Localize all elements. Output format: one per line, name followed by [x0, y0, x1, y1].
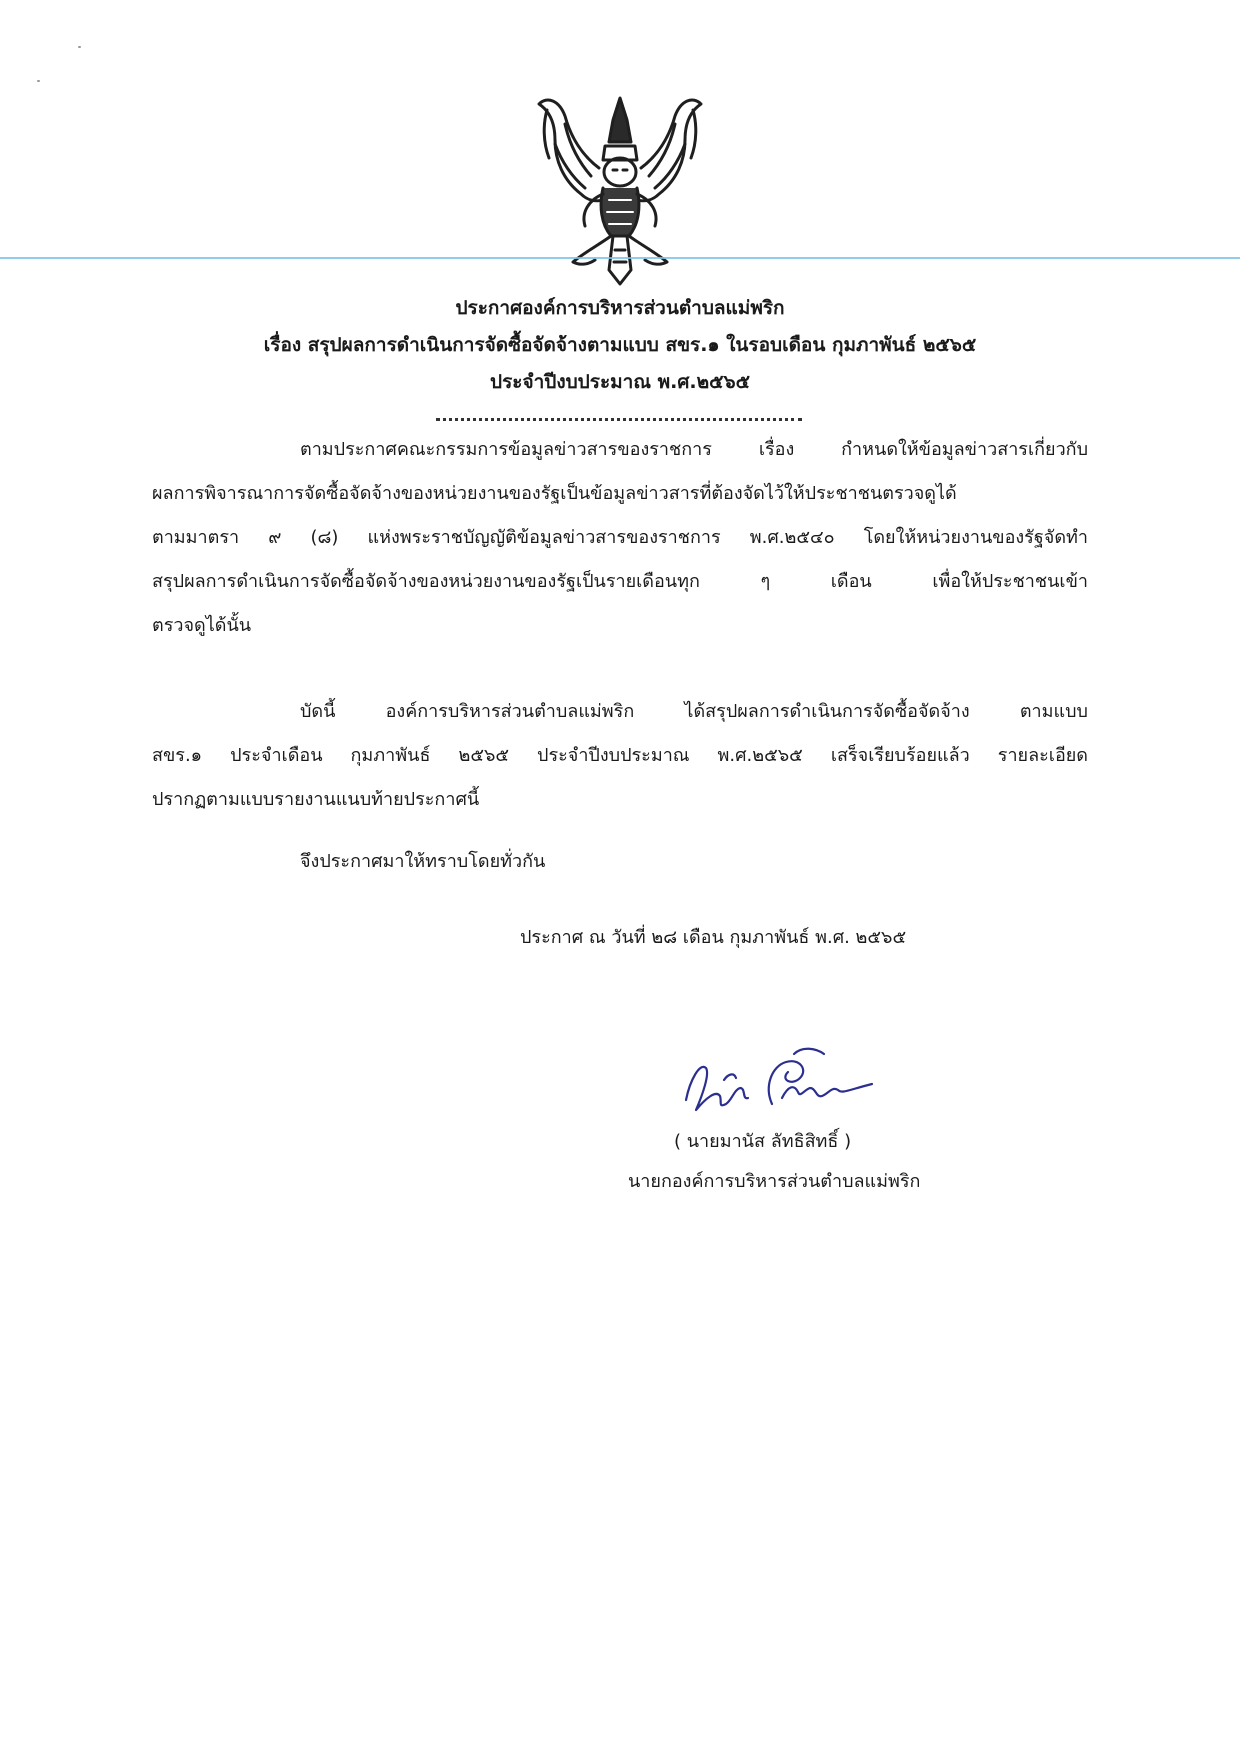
paragraph-line: บัดนี้ องค์การบริหารส่วนตำบลแม่พริก ได้สรุปผลการดำเนินการจัดซื้อจัดจ้าง ตามแบบ: [300, 701, 1088, 722]
announcement-fiscal-year: ประจำปีงบประมาณ พ.ศ.๒๕๖๕: [490, 371, 750, 393]
announcement-date: ประกาศ ณ วันที่ ๒๘ เดือน กุมภาพันธ์ พ.ศ. ๒๕๖๕: [520, 927, 907, 948]
paragraph-line: ตรวจดูได้นั้น: [152, 615, 252, 636]
paragraph-line: สขร.๑ ประจำเดือน กุมภาพันธ์ ๒๕๖๕ ประจำปีงบประมาณ พ.ศ.๒๕๖๕ เสร็จเรียบร้อยแล้ว รายละเอียด: [152, 745, 1088, 766]
scan-guide-line: [0, 257, 1240, 259]
closing-statement: จึงประกาศมาให้ทราบโดยทั่วกัน: [300, 851, 546, 872]
paragraph-line: ปรากฏตามแบบรายงานแนบท้ายประกาศนี้: [152, 789, 480, 810]
signer-name: ( นายมานัส ลัทธิสิทธิ์ ): [674, 1131, 852, 1152]
paragraph-line: ตามประกาศคณะกรรมการข้อมูลข่าวสารของราชการ เรื่อง กำหนดให้ข้อมูลข่าวสารเกี่ยวกับ: [300, 439, 1088, 460]
announcement-subject: เรื่อง สรุปผลการดำเนินการจัดซื้อจัดจ้างตามแบบ สขร.๑ ในรอบเดือน กุมภาพันธ์ ๒๕๖๕: [263, 334, 977, 356]
paragraph-line: สรุปผลการดำเนินการจัดซื้อจัดจ้างของหน่วยงานของรัฐเป็นรายเดือนทุก ๆ เดือน เพื่อให้ประชาชนเข้า: [152, 571, 1088, 592]
garuda-emblem-icon: [525, 90, 715, 290]
dotted-separator: [436, 418, 802, 421]
handwritten-signature: [676, 1040, 876, 1130]
scan-speck: [37, 80, 40, 82]
body-paragraph-1: [152, 428, 1088, 648]
body-paragraph-2: [152, 690, 1088, 822]
signer-position: นายกองค์การบริหารส่วนตำบลแม่พริก: [628, 1171, 921, 1192]
paragraph-line: ตามมาตรา ๙ (๘) แห่งพระราชบัญญัติข้อมูลข่าวสารของราชการ พ.ศ.๒๕๔๐ โดยให้หน่วยงานของรัฐจัดทำ: [152, 527, 1088, 548]
announcement-title: ประกาศองค์การบริหารส่วนตำบลแม่พริก: [455, 297, 785, 319]
scan-speck: [78, 46, 81, 48]
paragraph-line: ผลการพิจารณาการจัดซื้อจัดจ้างของหน่วยงานของรัฐเป็นข้อมูลข่าวสารที่ต้องจัดไว้ให้ประชาชนตรวจดูได้: [152, 483, 957, 504]
announcement-header: [0, 290, 1240, 401]
